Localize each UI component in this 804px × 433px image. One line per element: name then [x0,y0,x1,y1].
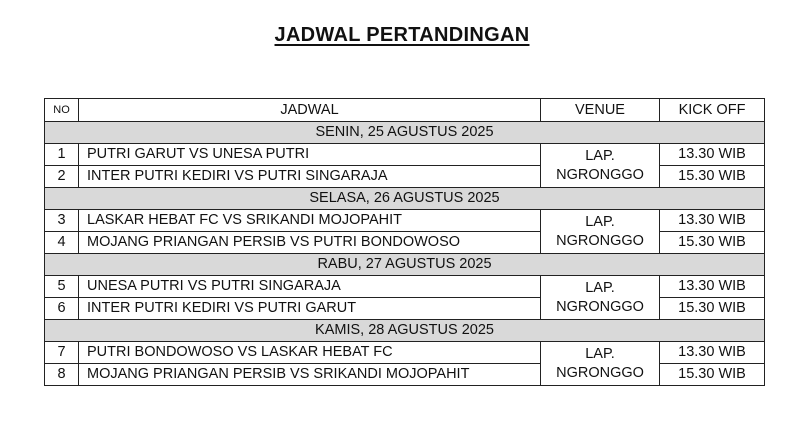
day-label: RABU, 27 AGUSTUS 2025 [45,254,765,276]
table-row [45,144,765,166]
page-title [0,24,804,47]
kickoff-time: 13.30 WIB [660,210,765,232]
table-row [45,210,765,232]
day-label: SELASA, 26 AGUSTUS 2025 [45,188,765,210]
venue-line-2: NGRONGGO [556,232,644,249]
match-number: 2 [45,166,79,188]
header-no: NO [45,99,79,122]
match-name: INTER PUTRI KEDIRI VS PUTRI SINGARAJA [79,166,541,188]
page-title-text: JADWAL PERTANDINGAN [274,24,530,46]
day-row [45,320,765,342]
match-name: UNESA PUTRI VS PUTRI SINGARAJA [79,276,541,298]
venue-line-1: LAP. [585,147,615,164]
table-header-row [45,99,765,122]
match-number: 7 [45,342,79,364]
kickoff-time: 13.30 WIB [660,144,765,166]
venue-line-2: NGRONGGO [556,364,644,381]
match-number: 3 [45,210,79,232]
match-name: LASKAR HEBAT FC VS SRIKANDI MOJOPAHIT [79,210,541,232]
match-name: MOJANG PRIANGAN PERSIB VS SRIKANDI MOJOPAHIT [79,364,541,386]
match-number: 6 [45,298,79,320]
day-row [45,254,765,276]
venue-line-1: LAP. [585,279,615,296]
kickoff-time: 15.30 WIB [660,232,765,254]
kickoff-time: 15.30 WIB [660,364,765,386]
match-name: PUTRI BONDOWOSO VS LASKAR HEBAT FC [79,342,541,364]
header-kickoff: KICK OFF [660,99,765,122]
kickoff-time: 13.30 WIB [660,342,765,364]
venue-line-2: NGRONGGO [556,166,644,183]
match-number: 5 [45,276,79,298]
match-name: INTER PUTRI KEDIRI VS PUTRI GARUT [79,298,541,320]
header-schedule: JADWAL [79,99,541,122]
day-row [45,122,765,144]
match-name: MOJANG PRIANGAN PERSIB VS PUTRI BONDOWOSO [79,232,541,254]
venue-cell [541,342,660,386]
kickoff-time: 13.30 WIB [660,276,765,298]
table-row [45,276,765,298]
kickoff-time: 15.30 WIB [660,166,765,188]
venue-cell [541,144,660,188]
venue-line-1: LAP. [585,345,615,362]
schedule-table [44,98,765,386]
match-number: 1 [45,144,79,166]
day-row [45,188,765,210]
day-label: SENIN, 25 AGUSTUS 2025 [45,122,765,144]
match-number: 8 [45,364,79,386]
venue-line-2: NGRONGGO [556,298,644,315]
table-row [45,342,765,364]
venue-line-1: LAP. [585,213,615,230]
venue-cell [541,276,660,320]
header-venue: VENUE [541,99,660,122]
match-name: PUTRI GARUT VS UNESA PUTRI [79,144,541,166]
match-number: 4 [45,232,79,254]
venue-cell [541,210,660,254]
kickoff-time: 15.30 WIB [660,298,765,320]
day-label: KAMIS, 28 AGUSTUS 2025 [45,320,765,342]
